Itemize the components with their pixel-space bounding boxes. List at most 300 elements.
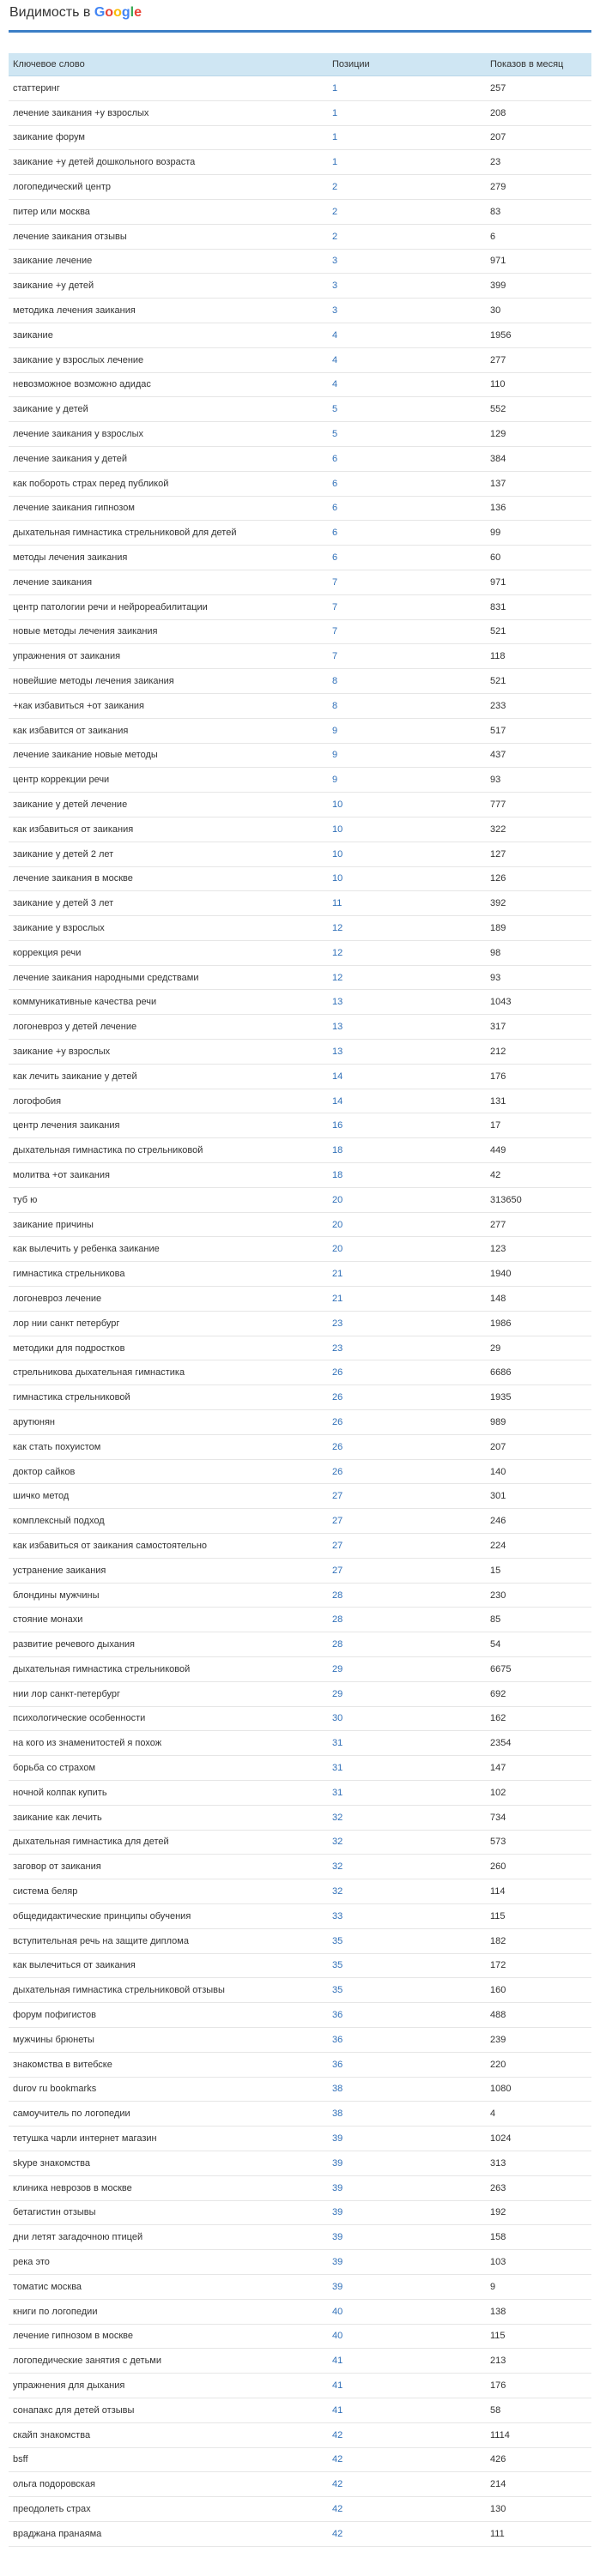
- keyword-cell: сонапакс для детей отзывы: [9, 2398, 328, 2422]
- position-cell: 27: [328, 1534, 486, 1559]
- position-cell: 3: [328, 274, 486, 299]
- position-cell: 32: [328, 1879, 486, 1904]
- impressions-cell: 207: [486, 1434, 591, 1459]
- position-cell: 4: [328, 372, 486, 397]
- position-cell: 41: [328, 2398, 486, 2422]
- table-row: [9, 965, 591, 990]
- impressions-cell: 85: [486, 1608, 591, 1632]
- table-row: [9, 1015, 591, 1040]
- keyword-cell: книги по логопедии: [9, 2299, 328, 2324]
- impressions-cell: 30: [486, 299, 591, 323]
- impressions-cell: 399: [486, 274, 591, 299]
- table-row: [9, 1113, 591, 1138]
- keyword-cell: гимнастика стрельникова: [9, 1262, 328, 1287]
- position-cell: 6: [328, 521, 486, 546]
- table-row: [9, 1583, 591, 1608]
- keyword-cell: река это: [9, 2250, 328, 2275]
- position-cell: 6: [328, 546, 486, 570]
- table-row: [9, 347, 591, 372]
- table-row: [9, 1040, 591, 1065]
- impressions-cell: 176: [486, 1064, 591, 1089]
- table-row: [9, 1385, 591, 1410]
- table-row: [9, 570, 591, 594]
- impressions-cell: 15: [486, 1558, 591, 1583]
- keyword-cell: психологические особенности: [9, 1706, 328, 1731]
- impressions-cell: 989: [486, 1410, 591, 1435]
- position-cell: 39: [328, 2151, 486, 2175]
- impressions-cell: 279: [486, 175, 591, 200]
- impressions-cell: 110: [486, 372, 591, 397]
- keyword-cell: центр коррекции речи: [9, 768, 328, 793]
- impressions-cell: 734: [486, 1805, 591, 1830]
- position-cell: 27: [328, 1484, 486, 1509]
- keyword-cell: упражнения от заикания: [9, 644, 328, 669]
- position-cell: 32: [328, 1855, 486, 1879]
- keyword-cell: лечение заикания гипнозом: [9, 496, 328, 521]
- table-row: [9, 817, 591, 842]
- keyword-cell: туб ю: [9, 1187, 328, 1212]
- impressions-cell: 313650: [486, 1187, 591, 1212]
- google-logo: [94, 5, 142, 20]
- keyword-cell: мужчины брюнеты: [9, 2027, 328, 2052]
- position-cell: 32: [328, 1830, 486, 1855]
- position-cell: 28: [328, 1608, 486, 1632]
- table-row: [9, 2151, 591, 2175]
- keyword-cell: как избавиться от заикания самостоятельно: [9, 1534, 328, 1559]
- table-row: [9, 1287, 591, 1312]
- impressions-cell: 230: [486, 1583, 591, 1608]
- position-cell: 1: [328, 100, 486, 125]
- keyword-cell: вступительная речь на защите диплома: [9, 1928, 328, 1953]
- keyword-cell: bsff: [9, 2447, 328, 2472]
- keyword-cell: durov ru bookmarks: [9, 2077, 328, 2102]
- position-cell: 5: [328, 397, 486, 422]
- impressions-cell: 212: [486, 1040, 591, 1065]
- position-cell: 40: [328, 2324, 486, 2349]
- position-cell: 27: [328, 1558, 486, 1583]
- position-cell: 26: [328, 1360, 486, 1385]
- table-row: [9, 1138, 591, 1163]
- impressions-cell: 257: [486, 76, 591, 101]
- table-row: [9, 2349, 591, 2374]
- table-row: [9, 76, 591, 101]
- table-row: [9, 1360, 591, 1385]
- table-row: [9, 793, 591, 817]
- keyword-cell: блондины мужчины: [9, 1583, 328, 1608]
- impressions-cell: 23: [486, 150, 591, 175]
- position-cell: 32: [328, 1805, 486, 1830]
- keyword-cell: заикание: [9, 323, 328, 347]
- keyword-cell: лечение заикания в москве: [9, 866, 328, 891]
- position-cell: 16: [328, 1113, 486, 1138]
- table-row: [9, 718, 591, 743]
- impressions-cell: 60: [486, 546, 591, 570]
- keyword-cell: новые методы лечения заикания: [9, 619, 328, 644]
- table-row: [9, 1237, 591, 1262]
- keyword-cell: как вылечить у ребенка заикание: [9, 1237, 328, 1262]
- position-cell: 39: [328, 2225, 486, 2250]
- table-row: [9, 1855, 591, 1879]
- table-row: [9, 1558, 591, 1583]
- impressions-cell: 58: [486, 2398, 591, 2422]
- keyword-cell: скайп знакомства: [9, 2422, 328, 2447]
- impressions-cell: 1940: [486, 1262, 591, 1287]
- impressions-cell: 246: [486, 1509, 591, 1534]
- keyword-cell: упражнения для дыхания: [9, 2374, 328, 2398]
- column-header-keyword: Ключевое слово: [9, 53, 328, 76]
- position-cell: 26: [328, 1385, 486, 1410]
- impressions-cell: 136: [486, 496, 591, 521]
- keyword-cell: невозможное возможно адидас: [9, 372, 328, 397]
- keyword-cell: стрельникова дыхательная гимнастика: [9, 1360, 328, 1385]
- position-cell: 7: [328, 594, 486, 619]
- table-row: [9, 1879, 591, 1904]
- impressions-cell: 189: [486, 916, 591, 941]
- keyword-cell: заикание как лечить: [9, 1805, 328, 1830]
- page-title: [9, 5, 142, 21]
- position-cell: 20: [328, 1187, 486, 1212]
- keyword-cell: ночной колпак купить: [9, 1780, 328, 1805]
- position-cell: 28: [328, 1583, 486, 1608]
- position-cell: 39: [328, 2127, 486, 2151]
- keyword-cell: тетушка чарли интернет магазин: [9, 2127, 328, 2151]
- impressions-cell: 138: [486, 2299, 591, 2324]
- impressions-cell: 207: [486, 125, 591, 150]
- position-cell: 3: [328, 249, 486, 274]
- keyword-cell: шичко метод: [9, 1484, 328, 1509]
- keyword-cell: лечение заикания отзывы: [9, 224, 328, 249]
- table-row: [9, 323, 591, 347]
- position-cell: 2: [328, 224, 486, 249]
- keyword-cell: методики для подростков: [9, 1336, 328, 1360]
- keyword-cell: преодолеть страх: [9, 2497, 328, 2522]
- table-header-row: [9, 53, 591, 76]
- table-row: [9, 2324, 591, 2349]
- title-prefix: Видимость в: [9, 5, 91, 20]
- table-row: [9, 224, 591, 249]
- position-cell: 5: [328, 422, 486, 447]
- keyword-cell: центр патологии речи и нейрореабилитации: [9, 594, 328, 619]
- position-cell: 30: [328, 1706, 486, 1731]
- google-letter: o: [105, 5, 114, 20]
- impressions-cell: 971: [486, 570, 591, 594]
- impressions-cell: 1024: [486, 2127, 591, 2151]
- table-row: [9, 1410, 591, 1435]
- keyword-cell: как избавиться от заикания: [9, 817, 328, 842]
- table-row: [9, 2200, 591, 2225]
- keyword-cell: лечение заикания: [9, 570, 328, 594]
- impressions-cell: 158: [486, 2225, 591, 2250]
- position-cell: 1: [328, 125, 486, 150]
- impressions-cell: 98: [486, 940, 591, 965]
- impressions-cell: 111: [486, 2521, 591, 2546]
- keyword-cell: бетагистин отзывы: [9, 2200, 328, 2225]
- impressions-cell: 224: [486, 1534, 591, 1559]
- table-row: [9, 2299, 591, 2324]
- position-cell: 21: [328, 1287, 486, 1312]
- keyword-cell: как лечить заикание у детей: [9, 1064, 328, 1089]
- position-cell: 6: [328, 471, 486, 496]
- table-row: [9, 842, 591, 866]
- position-cell: 10: [328, 866, 486, 891]
- keyword-cell: арутюнян: [9, 1410, 328, 1435]
- table-row: [9, 274, 591, 299]
- column-header-position: Позиции: [328, 53, 486, 76]
- position-cell: 12: [328, 940, 486, 965]
- impressions-cell: 172: [486, 1953, 591, 1978]
- table-row: [9, 1830, 591, 1855]
- keyword-cell: заикание +у взрослых: [9, 1040, 328, 1065]
- impressions-cell: 1043: [486, 990, 591, 1015]
- impressions-cell: 9: [486, 2274, 591, 2299]
- table-row: [9, 249, 591, 274]
- position-cell: 26: [328, 1410, 486, 1435]
- google-letter: e: [134, 5, 142, 20]
- table-row: [9, 669, 591, 694]
- impressions-cell: 1114: [486, 2422, 591, 2447]
- position-cell: 27: [328, 1509, 486, 1534]
- impressions-cell: 93: [486, 965, 591, 990]
- keyword-cell: устранение заикания: [9, 1558, 328, 1583]
- position-cell: 29: [328, 1681, 486, 1706]
- keyword-cell: стояние монахи: [9, 1608, 328, 1632]
- keyword-cell: лечение заикания у взрослых: [9, 422, 328, 447]
- table-row: [9, 1657, 591, 1682]
- position-cell: 29: [328, 1657, 486, 1682]
- table-row: [9, 2003, 591, 2028]
- table-row: [9, 2027, 591, 2052]
- keyword-cell: статтеринг: [9, 76, 328, 101]
- keyword-cell: как стать похуистом: [9, 1434, 328, 1459]
- table-row: [9, 1534, 591, 1559]
- table-row: [9, 1336, 591, 1360]
- position-cell: 31: [328, 1756, 486, 1781]
- keyword-cell: заикание лечение: [9, 249, 328, 274]
- keyword-cell: дыхательная гимнастика для детей: [9, 1830, 328, 1855]
- impressions-cell: 392: [486, 891, 591, 916]
- keyword-cell: дыхательная гимнастика стрельниковой для детей: [9, 521, 328, 546]
- table-row: [9, 1681, 591, 1706]
- keyword-cell: заикание +у детей дошкольного возраста: [9, 150, 328, 175]
- keyword-cell: лор нии санкт петербург: [9, 1311, 328, 1336]
- impressions-cell: 449: [486, 1138, 591, 1163]
- impressions-cell: 971: [486, 249, 591, 274]
- impressions-cell: 103: [486, 2250, 591, 2275]
- position-cell: 18: [328, 1138, 486, 1163]
- impressions-cell: 130: [486, 2497, 591, 2522]
- keyword-cell: враджана пранаяма: [9, 2521, 328, 2546]
- impressions-cell: 2354: [486, 1731, 591, 1756]
- table-row: [9, 546, 591, 570]
- position-cell: 8: [328, 693, 486, 718]
- keyword-cell: питер или москва: [9, 199, 328, 224]
- position-cell: 4: [328, 323, 486, 347]
- table-row: [9, 2077, 591, 2102]
- keyword-cell: коммуникативные качества речи: [9, 990, 328, 1015]
- impressions-cell: 1080: [486, 2077, 591, 2102]
- impressions-cell: 115: [486, 1903, 591, 1928]
- impressions-cell: 140: [486, 1459, 591, 1484]
- impressions-cell: 162: [486, 1706, 591, 1731]
- keyword-cell: заговор от заикания: [9, 1855, 328, 1879]
- keyword-cell: лечение заикания +у взрослых: [9, 100, 328, 125]
- position-cell: 42: [328, 2447, 486, 2472]
- keyword-cell: форум пофигистов: [9, 2003, 328, 2028]
- position-cell: 12: [328, 916, 486, 941]
- impressions-cell: 277: [486, 1212, 591, 1237]
- position-cell: 7: [328, 644, 486, 669]
- google-letter: G: [94, 5, 106, 20]
- position-cell: 35: [328, 1978, 486, 2003]
- position-cell: 14: [328, 1089, 486, 1113]
- table-row: [9, 2521, 591, 2546]
- table-row: [9, 1780, 591, 1805]
- keyword-cell: доктор сайков: [9, 1459, 328, 1484]
- impressions-cell: 301: [486, 1484, 591, 1509]
- keyword-cell: коррекция речи: [9, 940, 328, 965]
- keyword-cell: лечение заикания народными средствами: [9, 965, 328, 990]
- table-row: [9, 2398, 591, 2422]
- table-row: [9, 1805, 591, 1830]
- impressions-cell: 521: [486, 669, 591, 694]
- keyword-cell: методика лечения заикания: [9, 299, 328, 323]
- impressions-cell: 29: [486, 1336, 591, 1360]
- table-row: [9, 1089, 591, 1113]
- impressions-cell: 102: [486, 1780, 591, 1805]
- position-cell: 26: [328, 1459, 486, 1484]
- impressions-cell: 42: [486, 1163, 591, 1188]
- table-row: [9, 397, 591, 422]
- keyword-cell: клиника неврозов в москве: [9, 2175, 328, 2200]
- table-row: [9, 1903, 591, 1928]
- position-cell: 3: [328, 299, 486, 323]
- keyword-cell: комплексный подход: [9, 1509, 328, 1534]
- position-cell: 4: [328, 347, 486, 372]
- position-cell: 1: [328, 150, 486, 175]
- position-cell: 42: [328, 2472, 486, 2497]
- position-cell: 36: [328, 2052, 486, 2077]
- table-row: [9, 471, 591, 496]
- impressions-cell: 129: [486, 422, 591, 447]
- position-cell: 39: [328, 2175, 486, 2200]
- table-row: [9, 1064, 591, 1089]
- table-row: [9, 521, 591, 546]
- keyword-cell: как побороть страх перед публикой: [9, 471, 328, 496]
- position-cell: 40: [328, 2299, 486, 2324]
- keyword-cell: логофобия: [9, 1089, 328, 1113]
- table-row: [9, 2102, 591, 2127]
- impressions-cell: 214: [486, 2472, 591, 2497]
- keyword-cell: как избавится от заикания: [9, 718, 328, 743]
- position-cell: 26: [328, 1434, 486, 1459]
- keyword-cell: заикание форум: [9, 125, 328, 150]
- table-row: [9, 1187, 591, 1212]
- position-cell: 39: [328, 2274, 486, 2299]
- keyword-cell: +как избавиться +от заикания: [9, 693, 328, 718]
- table-row: [9, 2274, 591, 2299]
- position-cell: 7: [328, 619, 486, 644]
- keyword-cell: центр лечения заикания: [9, 1113, 328, 1138]
- table-row: [9, 422, 591, 447]
- table-row: [9, 2374, 591, 2398]
- impressions-cell: 83: [486, 199, 591, 224]
- table-row: [9, 496, 591, 521]
- table-row: [9, 100, 591, 125]
- position-cell: 6: [328, 446, 486, 471]
- position-cell: 13: [328, 1040, 486, 1065]
- position-cell: 23: [328, 1311, 486, 1336]
- table-row: [9, 1978, 591, 2003]
- keyword-cell: заикание у детей 3 лет: [9, 891, 328, 916]
- position-cell: 13: [328, 990, 486, 1015]
- google-letter: l: [130, 5, 135, 20]
- impressions-cell: 426: [486, 2447, 591, 2472]
- impressions-cell: 384: [486, 446, 591, 471]
- impressions-cell: 54: [486, 1632, 591, 1657]
- position-cell: 39: [328, 2250, 486, 2275]
- google-letter: g: [121, 5, 130, 20]
- impressions-cell: 114: [486, 1879, 591, 1904]
- table-row: [9, 372, 591, 397]
- table-row: [9, 1632, 591, 1657]
- keyword-cell: заикание у взрослых: [9, 916, 328, 941]
- position-cell: 12: [328, 965, 486, 990]
- keyword-cell: дыхательная гимнастика стрельниковой: [9, 1657, 328, 1682]
- position-cell: 1: [328, 76, 486, 101]
- position-cell: 10: [328, 793, 486, 817]
- keyword-cell: новейшие методы лечения заикания: [9, 669, 328, 694]
- impressions-cell: 17: [486, 1113, 591, 1138]
- position-cell: 7: [328, 570, 486, 594]
- table-row: [9, 125, 591, 150]
- position-cell: 6: [328, 496, 486, 521]
- table-row: [9, 2127, 591, 2151]
- keyword-cell: заикание у детей: [9, 397, 328, 422]
- table-row: [9, 446, 591, 471]
- keyword-cell: лечение гипнозом в москве: [9, 2324, 328, 2349]
- impressions-cell: 233: [486, 693, 591, 718]
- impressions-cell: 488: [486, 2003, 591, 2028]
- impressions-cell: 263: [486, 2175, 591, 2200]
- table-row: [9, 940, 591, 965]
- table-row: [9, 1311, 591, 1336]
- position-cell: 10: [328, 817, 486, 842]
- table-row: [9, 299, 591, 323]
- table-row: [9, 1262, 591, 1287]
- keyword-cell: логопедические занятия с детьми: [9, 2349, 328, 2374]
- impressions-cell: 313: [486, 2151, 591, 2175]
- position-cell: 20: [328, 1212, 486, 1237]
- position-cell: 38: [328, 2102, 486, 2127]
- keyword-cell: дыхательная гимнастика по стрельниковой: [9, 1138, 328, 1163]
- position-cell: 41: [328, 2349, 486, 2374]
- table-row: [9, 891, 591, 916]
- impressions-cell: 127: [486, 842, 591, 866]
- keyword-cell: заикание +у детей: [9, 274, 328, 299]
- table-row: [9, 768, 591, 793]
- position-cell: 11: [328, 891, 486, 916]
- impressions-cell: 213: [486, 2349, 591, 2374]
- position-cell: 42: [328, 2521, 486, 2546]
- impressions-cell: 239: [486, 2027, 591, 2052]
- position-cell: 23: [328, 1336, 486, 1360]
- keyword-cell: лечение заикания у детей: [9, 446, 328, 471]
- table-row: [9, 2250, 591, 2275]
- keyword-cell: заикание у взрослых лечение: [9, 347, 328, 372]
- impressions-cell: 182: [486, 1928, 591, 1953]
- table-row: [9, 2497, 591, 2522]
- position-cell: 9: [328, 718, 486, 743]
